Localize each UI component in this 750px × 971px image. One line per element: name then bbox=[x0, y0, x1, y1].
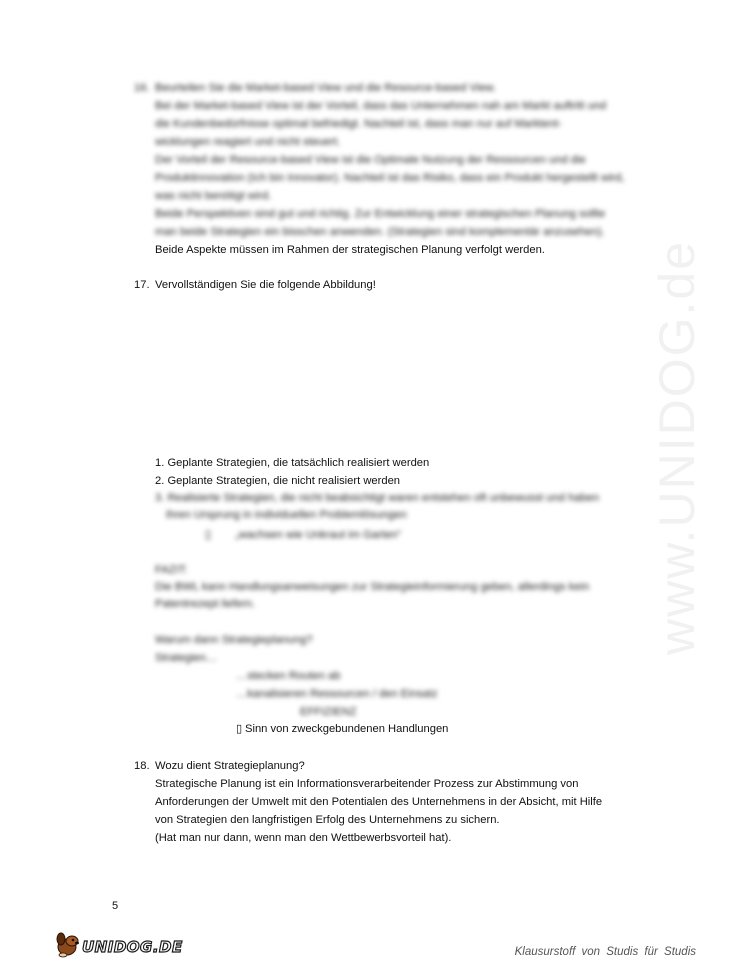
q16-line: Beide Perspektiven sind gut und richtig. Zur Entwicklung einer strategischen Planung sollte bbox=[155, 208, 606, 220]
logo-text: UNIDOG.DE bbox=[82, 938, 183, 956]
q16-last-line: Beide Aspekte müssen im Rahmen der strategischen Planung verfolgt werden. bbox=[155, 244, 545, 256]
q18-answer-line: Anforderungen der Umwelt mit den Potentialen des Unternehmens in der Absicht, mit Hilfe bbox=[155, 796, 603, 808]
unidog-logo bbox=[52, 928, 183, 962]
q17-blurred-line: Warum dann Strategieplanung? bbox=[155, 634, 313, 646]
q17-blurred-line: Die BWL kann Handlungsanweisungen zur Strategieinformierung geben, allerdings kein bbox=[155, 581, 590, 593]
dog-logo-icon bbox=[52, 930, 82, 958]
q16-line: Der Vorteil der Resource-based View ist die Optimale Nutzung der Ressourcen und die bbox=[155, 154, 586, 166]
q17-last-line: Sinn von zweckgebundenen Handlungen bbox=[245, 723, 449, 735]
q16-line: Bei der Market-based View ist der Vorteil, dass das Unternehmen nah am Markt auftritt und bbox=[155, 100, 607, 112]
q16-line: die Kundenbedürfnisse optimal befriedigt. Nachteil ist, dass man nur auf Marktent- bbox=[155, 118, 562, 130]
q16-line: Beurteilen Sie die Market-based View und die Resource-based View. bbox=[155, 82, 497, 94]
page-number: 5 bbox=[112, 900, 119, 912]
q17-blurred-line: FAZIT: bbox=[155, 564, 188, 576]
q17-bullet-glyph: ▯ bbox=[205, 529, 212, 541]
q18-answer-line: von Strategien den langfristigen Erfolg des Unternehmens zu sichern. bbox=[155, 814, 500, 826]
q18-question: Wozu dient Strategieplanung? bbox=[155, 760, 305, 772]
q18-number: 18. bbox=[134, 760, 150, 772]
q17-question: Vervollständigen Sie die folgende Abbildung! bbox=[155, 279, 376, 291]
q17-blurred-line: Strategien… bbox=[155, 652, 218, 664]
q17-blurred-line: „wachsen wie Unkraut im Garten“ bbox=[235, 529, 402, 541]
watermark-text: www.UNIDOG.de bbox=[649, 240, 705, 655]
q17-bullet-glyph: ▯ bbox=[236, 723, 243, 735]
q17-blurred-line: ihren Ursprung in individuellen Problemlösungen bbox=[166, 509, 407, 521]
q17-blurred-line: …stecken Routen ab bbox=[236, 670, 341, 682]
q17-blurred-line: …kanalisieren Ressourcen / den Einsatz bbox=[236, 688, 438, 700]
q16-line: Produktinnovation (Ich bin Innovator). Nachteil ist das Risiko, dass ein Produkt hergestellt wird, bbox=[155, 172, 625, 184]
q17-list-item: 1. Geplante Strategien, die tatsächlich realisiert werden bbox=[155, 457, 430, 469]
q16-line: wicklungen reagiert und nicht steuert. bbox=[155, 136, 341, 148]
q18-answer-line: Strategische Planung ist ein Informationsverarbeitender Prozess zur Abstimmung von bbox=[155, 778, 579, 790]
q17-blurred-line: EFFIZIENZ bbox=[300, 706, 357, 718]
q16-line: man beide Strategien ein bisschen anwenden. (Strategien sind komplementär anzusehen). bbox=[155, 226, 605, 238]
footer-tagline: Klausurstoff von Studis für Studis bbox=[514, 946, 696, 958]
q17-list-item: 2. Geplante Strategien, die nicht realisiert werden bbox=[155, 475, 401, 487]
q17-blurred-line: Patentrezept liefern. bbox=[155, 598, 256, 610]
q16-number: 16. bbox=[134, 82, 150, 94]
q18-answer-line: (Hat man nur dann, wenn man den Wettbewerbsvorteil hat). bbox=[155, 832, 452, 844]
q17-number: 17. bbox=[134, 279, 150, 291]
q17-blurred-line: 3. Realisierte Strategien, die nicht beabsichtigt waren entstehen oft unbewusst und haben bbox=[155, 492, 600, 504]
q16-line: was nicht benötigt wird. bbox=[155, 190, 272, 202]
